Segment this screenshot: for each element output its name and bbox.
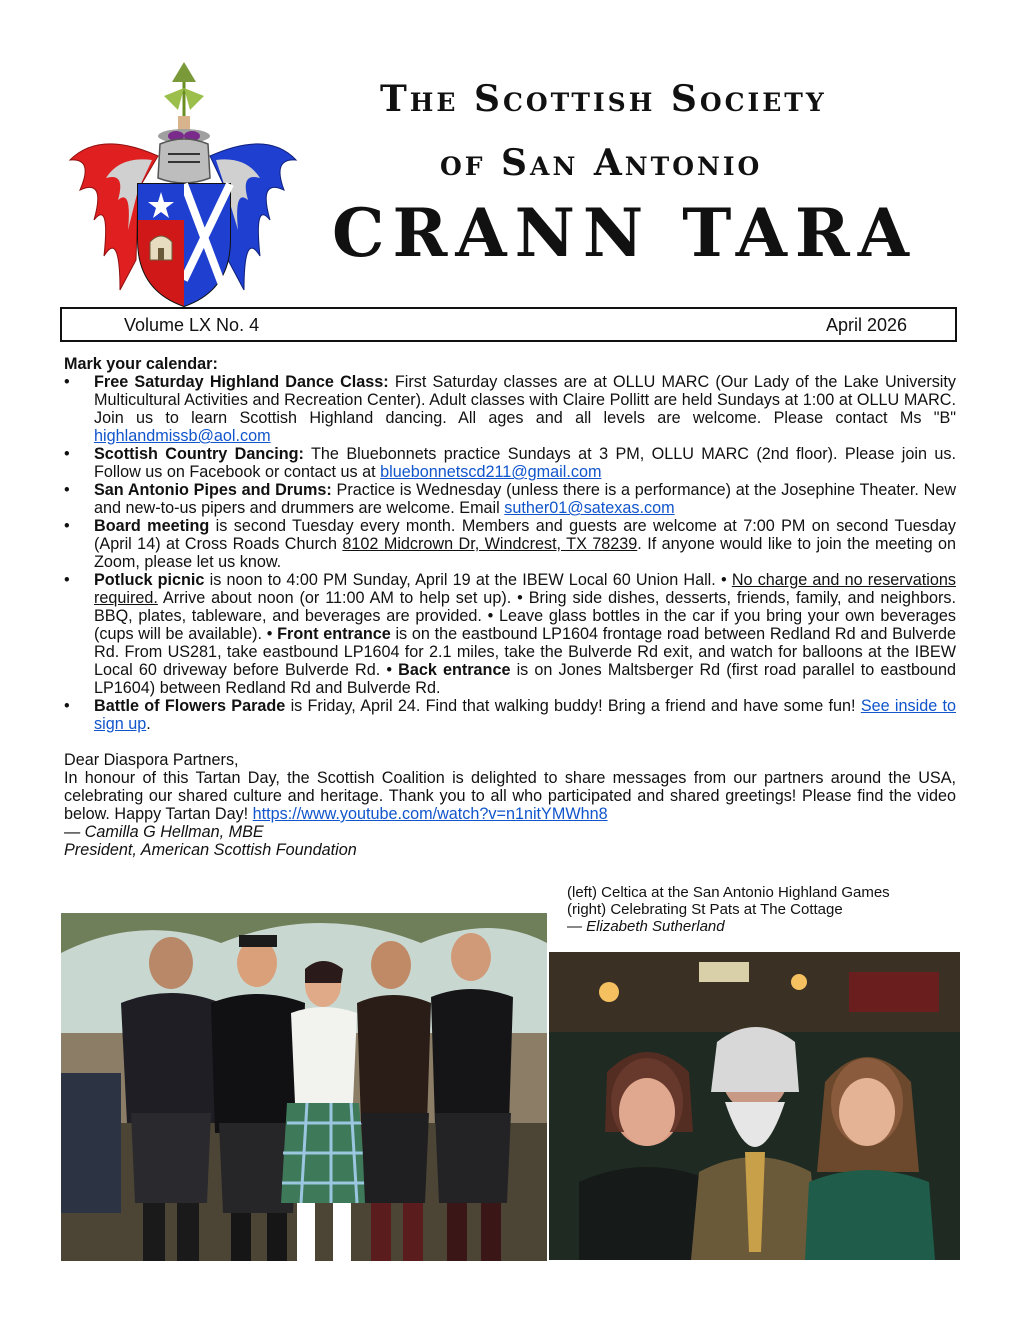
society-crest-logo [60,60,300,310]
list-item-board-meeting [94,517,956,571]
church-address: 8102 Midcrown Dr, Windcrest, TX 78239 [342,535,638,553]
item-text: is Friday, April 24. Find that walking buddy! Bring a friend and have some fun! [285,697,861,715]
list-item-flowers-parade [94,697,956,733]
celtica-group-photo [61,913,547,1261]
diaspora-letter [64,751,956,859]
masthead-city: of San Antonio [440,142,763,184]
sign-up-link[interactable]: See inside to sign up [94,697,957,733]
item-title: Free Saturday Highland Dance Class: [94,373,389,391]
email-link-bluebonnets[interactable]: bluebonnetscd211@gmail.com [380,463,602,481]
caption-left: (left) Celtica at the San Antonio Highland Games [567,884,890,901]
volume-number: Volume LX No. 4 [124,315,260,335]
letter-body [64,769,956,823]
article-body [64,355,956,859]
letter-salutation: Dear Diaspora Partners, [64,751,239,769]
back-entrance-text: is on Jones Maltsberger Rd (first road parallel to eastbound LP1604) between Redland Rd and Bulverde Rd. [94,661,956,697]
back-entrance-label: Back entrance [398,661,511,679]
st-pats-cottage-photo [549,952,960,1260]
caption-credit: — Elizabeth Sutherland [567,918,725,935]
item-title: Scottish Country Dancing: [94,445,304,463]
item-text-2: Arrive about noon (or 11:00 AM to help set up). • Bring side dishes, desserts, friends, family, and neighbors. BBQ, plates, tableware, and beverages are provided. • Leave glass bottles in the car if you bring your own beverages (cups will be available). • [94,589,956,643]
photo-caption [567,884,947,935]
issue-date: April 2026 [825,315,907,335]
letter-signature-title: President, American Scottish Foundation [64,841,357,859]
list-item-potluck-picnic [94,571,956,697]
item-title: Board meeting [94,517,210,535]
item-title: Potluck picnic [94,571,205,589]
volume-bar [60,307,957,342]
list-item-country-dancing [94,445,956,481]
front-entrance-label: Front entrance [277,625,391,643]
masthead-society-name: The Scottish Society [380,78,827,120]
youtube-link[interactable]: https://www.youtube.com/watch?v=n1nitYMWhn8 [252,805,608,823]
calendar-heading: Mark your calendar: [64,355,218,373]
item-text: is second Tuesday every month. Members and guests are welcome at 7:00 PM on second Tuesday (April 14) at Cross Roads Church [94,517,956,553]
item-title: San Antonio Pipes and Drums: [94,481,332,499]
caption-right: (right) Celebrating St Pats at The Cottage [567,901,843,918]
item-end: . [146,715,151,733]
item-title: Battle of Flowers Parade [94,697,286,715]
email-link-highlandmissb[interactable]: highlandmissb@aol.com [94,427,271,445]
list-item-highland-dance [94,373,956,445]
calendar-list [64,373,956,733]
list-item-pipes-drums [94,481,956,517]
letter-text: In honour of this Tartan Day, the Scottish Coalition is delighted to share messages from our partners around the USA, celebrating our shared culture and heritage. Thank you to all who participated and shared greetings! Please find the video below. Happy Tartan Day! [64,769,956,823]
item-text: is noon to 4:00 PM Sunday, April 19 at the IBEW Local 60 Union Hall. • [204,571,732,589]
newsletter-title: CRANN TARA [332,194,917,272]
item-text: The Bluebonnets practice Sundays at 3 PM, OLLU MARC (2nd floor). Please join us. Follow us on Facebook or contact us at [94,445,956,481]
no-charge-note: No charge and no reservations required. [94,571,956,607]
item-text: Practice is Wednesday (unless there is a performance) at the Josephine Theater. New and new-to-us pipers and drummers are welcome. Email [94,481,957,517]
thistle-icon [164,62,204,132]
item-text-2: . If anyone would like to join the meeting on Zoom, please let us know. [94,535,956,571]
letter-signature-name: — Camilla G Hellman, MBE [64,823,264,841]
front-entrance-text: is on the eastbound LP1604 frontage road between Redland Rd and Bulverde Rd. From US281, take eastbound LP1604 for 2.1 miles, take the Bulverde Rd exit, and watch for balloons at the IBEW Local 60 driveway before Bulverde Rd. • [94,625,956,679]
email-link-suther01[interactable]: suther01@satexas.com [504,499,675,517]
item-text: First Saturday classes are at OLLU MARC (Our Lady of the Lake University Multicultural Activities and Recreation Center). Adult classes with Claire Pollitt are held Sundays at 1:00 at OLLU MARC. Join us to learn Scottish Highland dancing. All ages and all levels are welcome. Please contact Ms "B" [94,373,956,427]
